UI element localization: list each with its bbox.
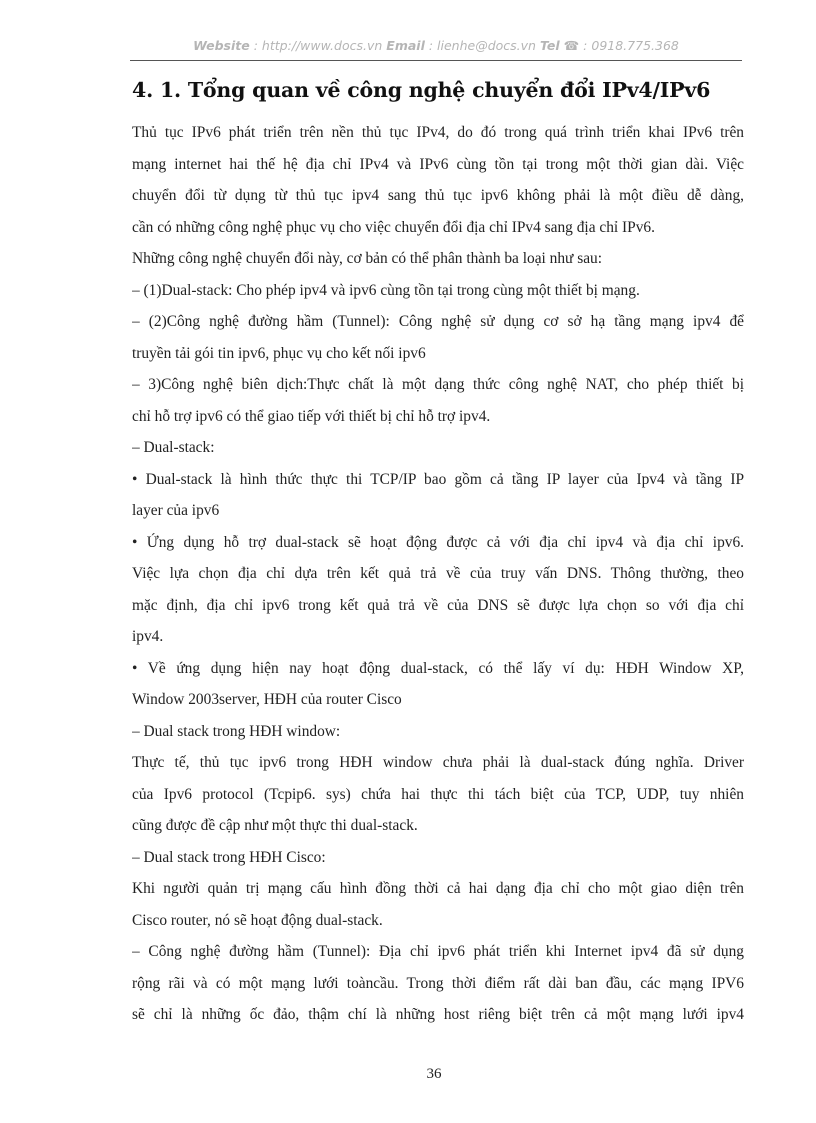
page-header [130, 38, 742, 53]
website-url: http://www.docs.vn [261, 38, 383, 53]
phone-icon: ☎ [563, 38, 580, 53]
text-line: Cisco router, nó sẽ hoạt động dual-stack. [132, 911, 383, 929]
page-number: 36 [426, 1066, 442, 1082]
text-line: Window 2003server, HĐH của router Cisco [132, 691, 402, 708]
tel-number: 0918.775.368 [591, 38, 679, 53]
email-address: lienhe@docs.vn [437, 38, 536, 53]
text-line: – (2)Công nghệ đường hầm (Tunnel): Công nghệ sử dụng cơ sở hạ tầng mạng ipv4 để [132, 313, 744, 330]
website-label: Website [193, 38, 250, 53]
text-line: – Dual-stack: [132, 439, 215, 456]
tel-label: Tel [539, 38, 560, 53]
text-line: – Dual stack trong HĐH window: [132, 722, 341, 740]
text-line: rộng rãi và có một mạng lưới toàncầu. Trong thời điểm rất dài ban đầu, các mạng IPV6 [132, 974, 744, 992]
text-line: Việc lựa chọn địa chỉ dựa trên kết quả trả về của truy vấn DNS. Thông thường, theo [132, 565, 744, 582]
text-line: truyền tải gói tin ipv6, phục vụ cho kết nối ipv6 [132, 344, 426, 362]
text-line: – (1)Dual-stack: Cho phép ipv4 và ipv6 cùng tồn tại trong cùng một thiết bị mạng. [132, 281, 640, 299]
email-separator: : [424, 38, 438, 53]
text-line: chỉ hỗ trợ ipv6 có thể giao tiếp với thiết bị chỉ hỗ trợ ipv4. [132, 407, 491, 425]
text-line: mặc định, địa chỉ ipv6 trong kết quả trả về của DNS sẽ được lựa chọn so với địa chỉ [132, 596, 744, 614]
text-line: • Ứng dụng hỗ trợ dual-stack sẽ hoạt động được cả với địa chỉ ipv4 và địa chỉ ipv6. [132, 533, 744, 551]
text-line: của Ipv6 protocol (Tcpip6. sys) chứa hai thực thi tách biệt của TCP, UDP, tuy nhiên [132, 785, 744, 803]
website-separator: : [249, 38, 262, 53]
text-line: – 3)Công nghệ biên dịch:Thực chất là một dạng thức công nghệ NAT, cho phép thiết bị [132, 376, 744, 393]
text-line: Thực tế, thủ tục ipv6 trong HĐH window chưa phải là dual-stack đúng nghĩa. Driver [132, 754, 744, 771]
text-line: cũng được đề cập như một thực thi dual-stack. [132, 817, 418, 834]
text-line: layer của ipv6 [132, 502, 220, 519]
text-line: • Dual-stack là hình thức thực thi TCP/IP bao gồm cả tầng IP layer của Ipv4 và tầng IP [132, 470, 744, 488]
text-line: • Về ứng dụng hiện nay hoạt động dual-stack, có thể lấy ví dụ: HĐH Window XP, [132, 659, 744, 677]
text-line: chuyển đổi từ dụng từ thủ tục ipv4 sang thủ tục ipv6 không phải là một điều dễ dàng, [132, 187, 744, 204]
text-line: – Dual stack trong HĐH Cisco: [132, 848, 326, 866]
section-title: 4. 1. Tổng quan về công nghệ chuyển đổi IPv4/IPv6 [132, 78, 711, 102]
body-text [132, 117, 744, 1031]
header-divider [130, 60, 742, 61]
text-line: – Công nghệ đường hầm (Tunnel): Địa chỉ ipv6 phát triển khi Internet ipv4 đã sử dụng [132, 943, 744, 960]
tel-separator: : [579, 38, 592, 53]
text-line: Những công nghệ chuyển đổi này, cơ bản có thể phân thành ba loại như sau: [132, 250, 603, 267]
text-line: Thủ tục IPv6 phát triển trên nền thủ tục IPv4, do đó trong quá trình triển khai IPv6 trên [132, 124, 744, 141]
text-line: sẽ chỉ là những ốc đảo, thậm chí là những host riêng biệt trên cả một mạng lưới ipv4 [132, 1006, 744, 1023]
email-label: Email [386, 38, 425, 53]
text-line: cần có những công nghệ phục vụ cho việc chuyển đổi địa chỉ IPv4 sang địa chỉ IPv6. [132, 218, 655, 236]
text-line: ipv4. [132, 628, 164, 645]
text-line: Khi người quản trị mạng cấu hình đồng thời cả hai dạng địa chỉ cho một giao diện trên [132, 880, 744, 897]
text-line: mạng internet hai thế hệ địa chỉ IPv4 và IPv6 cùng tồn tại trong một thời gian dài. Việc [132, 155, 744, 173]
